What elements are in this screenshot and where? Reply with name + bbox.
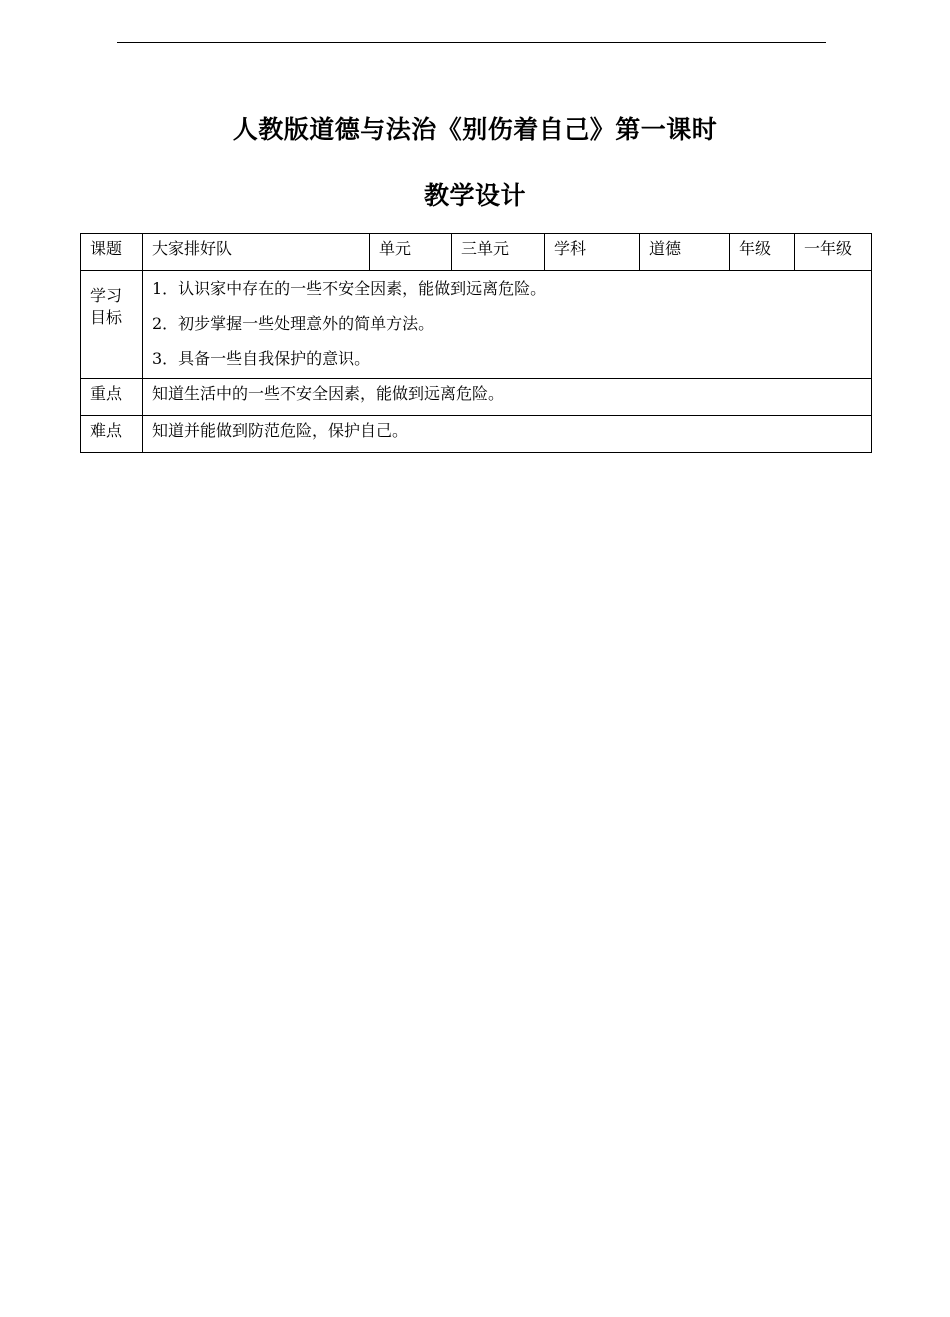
document-subtitle: 教学设计 bbox=[423, 181, 526, 210]
grade-label: 年级 bbox=[730, 234, 795, 271]
difficulty-value: 知道并能做到防范危险，保护自己。 bbox=[143, 416, 872, 453]
unit-label: 单元 bbox=[370, 234, 452, 271]
key-point-label: 重点 bbox=[81, 379, 143, 416]
unit-value: 三单元 bbox=[452, 234, 545, 271]
header-rule bbox=[117, 42, 826, 43]
goals-content bbox=[143, 271, 872, 379]
grade-value: 一年级 bbox=[795, 234, 872, 271]
difficulty-label: 难点 bbox=[81, 416, 143, 453]
goal-item-1: 1．认识家中存在的一些不安全因素，能做到远离危险。 bbox=[152, 279, 547, 298]
key-point-value: 知道生活中的一些不安全因素，能做到远离危险。 bbox=[143, 379, 872, 416]
table-row-key-point bbox=[81, 379, 872, 416]
table-row-goals bbox=[81, 271, 872, 379]
document-title: 人教版道德与法治《别伤着自己》第一课时 bbox=[232, 115, 718, 144]
goal-item-3: 3．具备一些自我保护的意识。 bbox=[152, 349, 371, 368]
goals-label-line2: 目标 bbox=[90, 308, 123, 327]
subject-value: 道德 bbox=[640, 234, 730, 271]
goals-label-line1: 学习 bbox=[90, 286, 123, 305]
goal-item-2: 2．初步掌握一些处理意外的简单方法。 bbox=[152, 314, 435, 333]
lesson-plan-table bbox=[80, 233, 872, 453]
table-row-info bbox=[81, 234, 872, 271]
topic-value: 大家排好队 bbox=[143, 234, 370, 271]
topic-label: 课题 bbox=[81, 234, 143, 271]
subject-label: 学科 bbox=[545, 234, 640, 271]
goals-label bbox=[81, 271, 143, 379]
table-row-difficulty bbox=[81, 416, 872, 453]
